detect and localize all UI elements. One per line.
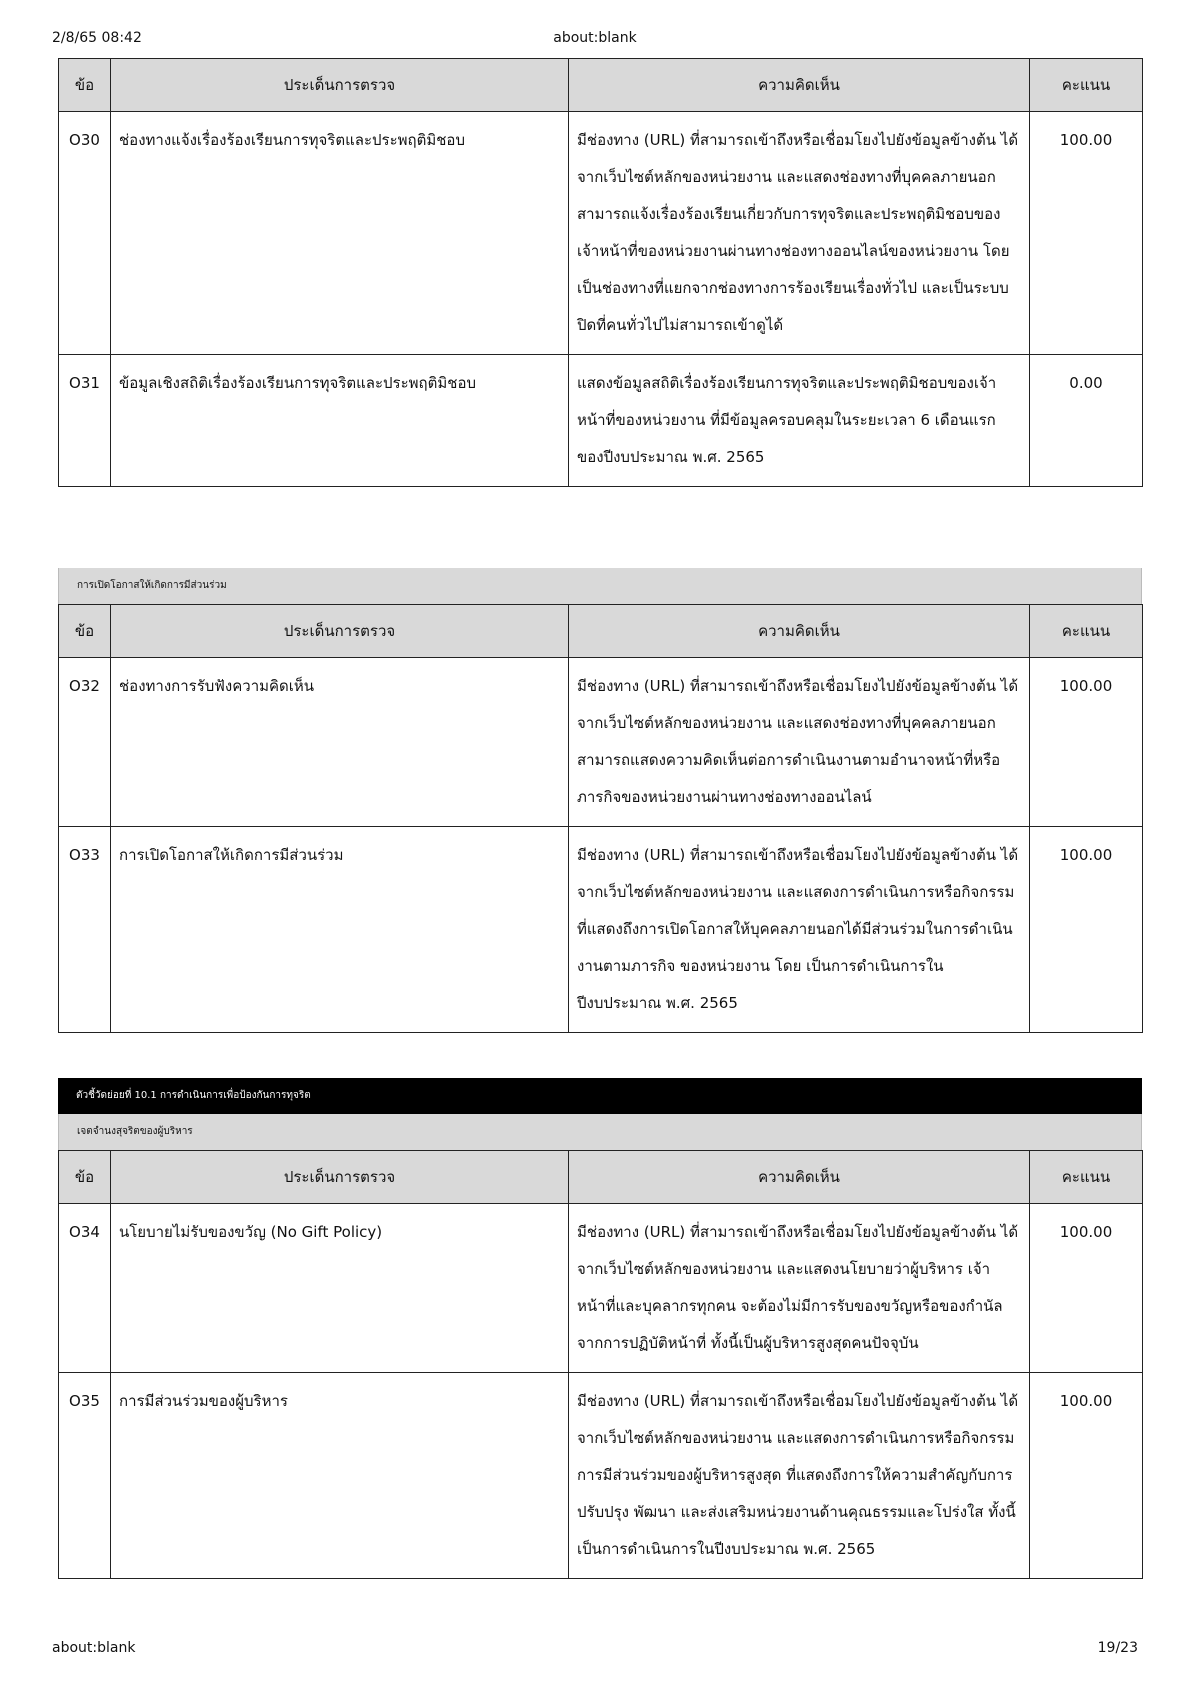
table-section-3 — [58, 1078, 1142, 1579]
indicator-title: ตัวชี้วัดย่อยที่ 10.1 การดำเนินการเพื่อป้องกันการทุจริต — [58, 1078, 1142, 1114]
row-score: 100.00 — [1030, 1204, 1143, 1373]
column-header-comment: ความคิดเห็น — [569, 59, 1030, 112]
column-header-comment: ความคิดเห็น — [569, 1151, 1030, 1204]
row-comment: มีช่องทาง (URL) ที่สามารถเข้าถึงหรือเชื่อมโยงไปยังข้อมูลข้างต้น ได้จากเว็บไซต์หลักของหน่วยงาน และแสดงนโยบายว่าผู้บริหาร เจ้าหน้าที่และบุคลากรทุกคน จะต้องไม่มีการรับของขวัญหรือของกำนัลจากการปฏิบัติหน้าที่ ทั้งนี้เป็นผู้บริหารสูงสุดคนปัจจุบัน — [569, 1204, 1030, 1373]
row-no: O30 — [59, 112, 111, 355]
column-header-score: คะแนน — [1030, 59, 1143, 112]
section-title: การเปิดโอกาสให้เกิดการมีส่วนร่วม — [58, 568, 1142, 604]
row-comment: มีช่องทาง (URL) ที่สามารถเข้าถึงหรือเชื่อมโยงไปยังข้อมูลข้างต้น ได้จากเว็บไซต์หลักของหน่วยงาน และแสดงการดำเนินการหรือกิจกรรมที่แสดงถึงการเปิดโอกาสให้บุคคลภายนอกได้มีส่วนร่วมในการดำเนินงานตามภารกิจ ของหน่วยงาน โดย เป็นการดำเนินการในปีงบประมาณ พ.ศ. 2565 — [569, 827, 1030, 1033]
row-issue: การมีส่วนร่วมของผู้บริหาร — [111, 1373, 569, 1579]
row-no: O33 — [59, 827, 111, 1033]
row-no: O31 — [59, 355, 111, 487]
row-issue: ช่องทางแจ้งเรื่องร้องเรียนการทุจริตและประพฤติมิชอบ — [111, 112, 569, 355]
column-header-no: ข้อ — [59, 605, 111, 658]
row-comment: มีช่องทาง (URL) ที่สามารถเข้าถึงหรือเชื่อมโยงไปยังข้อมูลข้างต้น ได้จากเว็บไซต์หลักของหน่วยงาน และแสดงช่องทางที่บุคคลภายนอกสามารถแจ้งเรื่องร้องเรียนเกี่ยวกับการทุจริตและประพฤติมิชอบของเจ้าหน้าที่ของหน่วยงานผ่านทางช่องทางออนไลน์ของหน่วยงาน โดย เป็นช่องทางที่แยกจากช่องทางการร้องเรียนเรื่องทั่วไป และเป็นระบบปิดที่คนทั่วไปไม่สามารถเข้าดูได้ — [569, 112, 1030, 355]
column-header-no: ข้อ — [59, 59, 111, 112]
row-score: 100.00 — [1030, 112, 1143, 355]
table-row — [59, 827, 1143, 1033]
row-score: 100.00 — [1030, 1373, 1143, 1579]
table-section-1 — [58, 58, 1142, 487]
row-issue: การเปิดโอกาสให้เกิดการมีส่วนร่วม — [111, 827, 569, 1033]
row-comment: มีช่องทาง (URL) ที่สามารถเข้าถึงหรือเชื่อมโยงไปยังข้อมูลข้างต้น ได้จากเว็บไซต์หลักของหน่วยงาน และแสดงช่องทางที่บุคคลภายนอกสามารถแสดงความคิดเห็นต่อการดำเนินงานตามอำนาจหน้าที่หรือภารกิจของหน่วยงานผ่านทางช่องทางออนไลน์ — [569, 658, 1030, 827]
table-row — [59, 658, 1143, 827]
table-row — [59, 112, 1143, 355]
row-score: 100.00 — [1030, 827, 1143, 1033]
print-datetime: 2/8/65 08:42 — [52, 30, 142, 46]
row-no: O34 — [59, 1204, 111, 1373]
table-header-row — [59, 59, 1143, 112]
column-header-no: ข้อ — [59, 1151, 111, 1204]
assessment-table — [58, 1150, 1143, 1579]
assessment-table — [58, 604, 1143, 1033]
row-issue: ช่องทางการรับฟังความคิดเห็น — [111, 658, 569, 827]
row-no: O35 — [59, 1373, 111, 1579]
table-row — [59, 355, 1143, 487]
section-title: เจตจำนงสุจริตของผู้บริหาร — [58, 1114, 1142, 1150]
column-header-issue: ประเด็นการตรวจ — [111, 59, 569, 112]
column-header-score: คะแนน — [1030, 1151, 1143, 1204]
table-row — [59, 1373, 1143, 1579]
row-score: 100.00 — [1030, 658, 1143, 827]
row-score: 0.00 — [1030, 355, 1143, 487]
row-issue: ข้อมูลเชิงสถิติเรื่องร้องเรียนการทุจริตและประพฤติมิชอบ — [111, 355, 569, 487]
assessment-table — [58, 58, 1143, 487]
print-page-number: 19/23 — [1097, 1640, 1138, 1656]
table-header-row — [59, 1151, 1143, 1204]
table-header-row — [59, 605, 1143, 658]
print-footer-url: about:blank — [52, 1640, 136, 1656]
column-header-comment: ความคิดเห็น — [569, 605, 1030, 658]
column-header-issue: ประเด็นการตรวจ — [111, 1151, 569, 1204]
row-no: O32 — [59, 658, 111, 827]
print-page-title: about:blank — [553, 30, 637, 46]
row-issue: นโยบายไม่รับของขวัญ (No Gift Policy) — [111, 1204, 569, 1373]
column-header-score: คะแนน — [1030, 605, 1143, 658]
table-section-2 — [58, 568, 1142, 1033]
table-row — [59, 1204, 1143, 1373]
row-comment: มีช่องทาง (URL) ที่สามารถเข้าถึงหรือเชื่อมโยงไปยังข้อมูลข้างต้น ได้จากเว็บไซต์หลักของหน่วยงาน และแสดงการดำเนินการหรือกิจกรรมการมีส่วนร่วมของผู้บริหารสูงสุด ที่แสดงถึงการให้ความสำคัญกับการปรับปรุง พัฒนา และส่งเสริมหน่วยงานด้านคุณธรรมและโปร่งใส ทั้งนี้ เป็นการดำเนินการในปีงบประมาณ พ.ศ. 2565 — [569, 1373, 1030, 1579]
column-header-issue: ประเด็นการตรวจ — [111, 605, 569, 658]
row-comment: แสดงข้อมูลสถิติเรื่องร้องเรียนการทุจริตและประพฤติมิชอบของเจ้าหน้าที่ของหน่วยงาน ที่มีข้อมูลครอบคลุมในระยะเวลา 6 เดือนแรกของปีงบประมาณ พ.ศ. 2565 — [569, 355, 1030, 487]
